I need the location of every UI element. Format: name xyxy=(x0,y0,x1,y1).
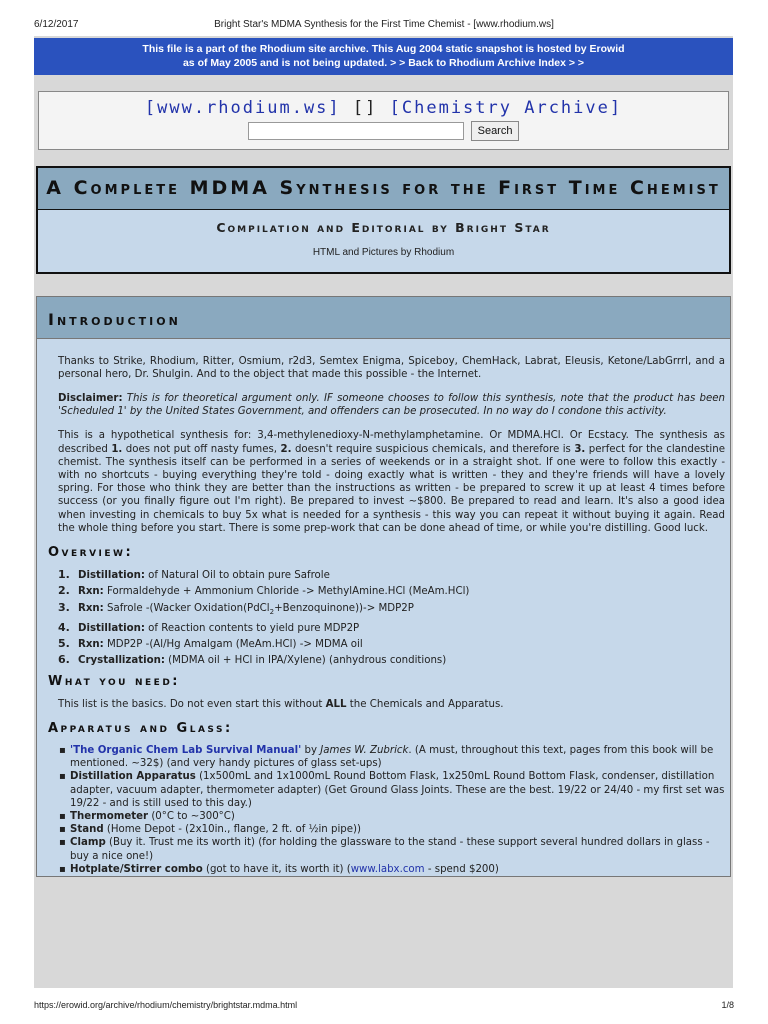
disclaimer-paragraph xyxy=(58,392,725,418)
hypothesis-num-3: 3. xyxy=(574,443,586,455)
need-text-a: This list is the basics. Do not even start this without xyxy=(58,698,323,710)
what-you-need-paragraph xyxy=(58,698,725,711)
step-number: 3. xyxy=(58,600,70,614)
disclaimer-text: This is for theoretical argument only. IF someone chooses to follow this synthesis, note that the product has been 'Scheduled 1' by the United States Government, and offenders can be prosecuted. In no way do I condone this activity. xyxy=(58,392,725,418)
print-url: https://erowid.org/archive/rhodium/chemistry/brightstar.mdma.html xyxy=(34,1000,298,1010)
rhodium-title xyxy=(39,98,728,118)
step-number: 2. xyxy=(58,584,70,598)
list-item xyxy=(70,836,725,862)
step-label: Rxn: xyxy=(78,638,104,650)
item-text: (0°C to ~300°C) xyxy=(151,811,235,823)
step-text: MDP2P -(Al/Hg Amalgam (MeAm.HCl) -> MDMA oil xyxy=(107,638,363,650)
list-item xyxy=(58,568,725,582)
item-label: Clamp xyxy=(70,837,106,849)
step-label: Distillation: xyxy=(78,570,145,582)
item-text: . (A must, throughout this text, pages from this book will be mentioned. ~32$) (and very handy pictures of glass set-ups) xyxy=(70,745,714,770)
search-form xyxy=(39,120,728,141)
step-label: Distillation: xyxy=(78,622,145,634)
step-number: 5. xyxy=(58,636,70,650)
item-text: (Buy it. Trust me its worth it) (for holding the glassware to the stand - these support several hundred dollars in glass - buy a nice one!) xyxy=(70,837,710,862)
item-text: by xyxy=(304,745,318,756)
step-text: (MDMA oil + HCl in IPA/Xylene) (anhydrous conditions) xyxy=(168,655,447,667)
step-text: Safrole -(Wacker Oxidation(PdCl xyxy=(107,602,270,614)
overview-steps xyxy=(58,568,725,667)
step-number: 4. xyxy=(58,620,70,634)
step-label: Rxn: xyxy=(78,602,104,614)
back-to-archive-link[interactable]: > > Back to Rhodium Archive Index > > xyxy=(390,57,585,69)
item-label: Distillation Apparatus xyxy=(70,771,196,783)
print-header xyxy=(0,0,768,36)
archive-banner-line1: This file is a part of the Rhodium site archive. This Aug 2004 static snapshot is hosted by Erowid xyxy=(142,43,625,55)
rhodium-separator: [] xyxy=(352,98,378,118)
print-date: 6/12/2017 xyxy=(34,19,79,30)
hypothesis-text-d: perfect for the clandestine chemist. The synthesis itself can be performed in a series of weekends or in a straight shot. If one were to follow this exactly - with no shortcuts - buying everything they're told - doing exactly what is written - they and they're friends will have a lovely spring. For those who think they are better than the instructions as written - be prepared to screw it up at least 4 times before success (or you finally figure out I'm right). Be prepared to invest ~$800. Be prepared to read and learn. It's also a good idea when investing in chemicals to buy 5x what is needed for a synthesis - this way you can repeat it without buying it again. Read the whole thing before you start. There is some prep-work that can be done ahead of time, or while you're distilling. Good luck. xyxy=(58,443,725,534)
list-item xyxy=(70,744,725,770)
print-doc-title: Bright Star's MDMA Synthesis for the First Time Chemist - [www.rhodium.ws] xyxy=(214,19,554,30)
search-button[interactable]: Search xyxy=(471,121,520,141)
chemistry-archive-link[interactable]: [Chemistry Archive] xyxy=(389,98,623,118)
list-item xyxy=(70,810,725,823)
hypothesis-num-1: 1. xyxy=(111,443,123,455)
apparatus-list xyxy=(58,744,725,876)
archive-banner-text: as of May 2005 and is not being updated. xyxy=(182,57,388,69)
search-input[interactable] xyxy=(248,122,464,140)
item-label: Thermometer xyxy=(70,811,149,823)
list-item xyxy=(58,637,725,651)
hypothesis-num-2: 2. xyxy=(280,443,292,455)
rhodium-nav xyxy=(38,91,729,150)
content-body xyxy=(37,339,730,877)
item-text: (got to have it, its worth it) ( xyxy=(205,863,351,875)
hypothesis-text-a: This is a hypothetical synthesis for: 3,4-methylenedioxy-N-methylamphetamine. Or MDMA.HCl. Or Ecstacy. The synthesis as described xyxy=(58,430,725,455)
step-text: Formaldehyde + Ammonium Chloride -> MethylAmine.HCl (MeAm.HCl) xyxy=(107,586,470,598)
list-item xyxy=(58,584,725,598)
step-number: 1. xyxy=(58,568,70,582)
item-text: (Home Depot - (2x10in., flange, 2 ft. of ½in pipe)) xyxy=(106,824,361,836)
list-item xyxy=(58,653,725,667)
print-footer xyxy=(0,994,768,1024)
title-box xyxy=(36,166,731,274)
page-title: A Complete MDMA Synthesis for the First Time Chemist xyxy=(38,168,729,210)
hypothesis-paragraph xyxy=(58,429,725,535)
need-text-b: the Chemicals and Apparatus. xyxy=(349,698,504,710)
list-item xyxy=(70,823,725,836)
page-number: 1/8 xyxy=(721,1000,734,1010)
need-bold: ALL xyxy=(325,698,347,710)
item-label: Hotplate/Stirrer combo xyxy=(70,863,203,875)
item-text: - spend $200) xyxy=(427,863,499,875)
intro-heading: Introduction xyxy=(37,297,730,339)
overview-heading: Overview: xyxy=(48,544,134,560)
step-text: +Benzoquinone))-> MDP2P xyxy=(274,602,414,614)
step-text: of Natural Oil to obtain pure Safrole xyxy=(148,570,330,582)
content-box xyxy=(36,296,731,878)
list-item xyxy=(58,621,725,635)
page-credit: HTML and Pictures by Rhodium xyxy=(312,246,455,258)
step-number: 6. xyxy=(58,653,70,667)
what-you-need-heading: What you need: xyxy=(48,674,180,690)
step-label: Crystallization: xyxy=(78,655,165,667)
document-page xyxy=(34,36,733,988)
archive-banner-line2 xyxy=(34,56,733,70)
list-item xyxy=(70,770,725,810)
labx-link[interactable]: www.labx.com xyxy=(350,863,425,875)
hypothesis-text-c: doesn't require suspicious chemicals, and therefore is xyxy=(294,443,571,455)
archive-banner xyxy=(34,38,733,75)
step-subscript: 2 xyxy=(269,607,275,616)
hypothesis-text-b: does not put off nasty fumes, xyxy=(125,443,278,455)
page-subtitle: Compilation and Editorial by Bright Star xyxy=(216,219,551,235)
rhodium-site-link[interactable]: [www.rhodium.ws] xyxy=(144,98,341,118)
step-text: of Reaction contents to yield pure MDP2P xyxy=(148,622,360,634)
thanks-paragraph: Thanks to Strike, Rhodium, Ritter, Osmium, r2d3, Semtex Enigma, Spiceboy, ChemHack, Labrat, Eleusis, Ketone/LabGrrrl, and a personal hero, Dr. Shulgin. And to the object that made this possible - the Internet. xyxy=(58,355,725,380)
apparatus-heading: Apparatus and Glass: xyxy=(48,720,233,736)
item-label: Stand xyxy=(70,824,104,836)
item-text: (1x500mL and 1x1000mL Round Bottom Flask, 1x250mL Round Bottom Flask, condenser, distillation adapter, vacuum adapter, thermometer adapter) (Get Ground Glass Joints. These are the best. 19/22 or 24/40 - my first set was 19/22 - and is still used to this day.) xyxy=(70,771,725,809)
list-item xyxy=(70,863,725,876)
item-author: James W. Zubrick xyxy=(320,745,409,756)
disclaimer-label: Disclaimer: xyxy=(58,392,123,404)
list-item xyxy=(58,601,725,619)
step-label: Rxn: xyxy=(78,586,104,598)
survival-manual-link[interactable]: 'The Organic Chem Lab Survival Manual' xyxy=(70,745,302,756)
